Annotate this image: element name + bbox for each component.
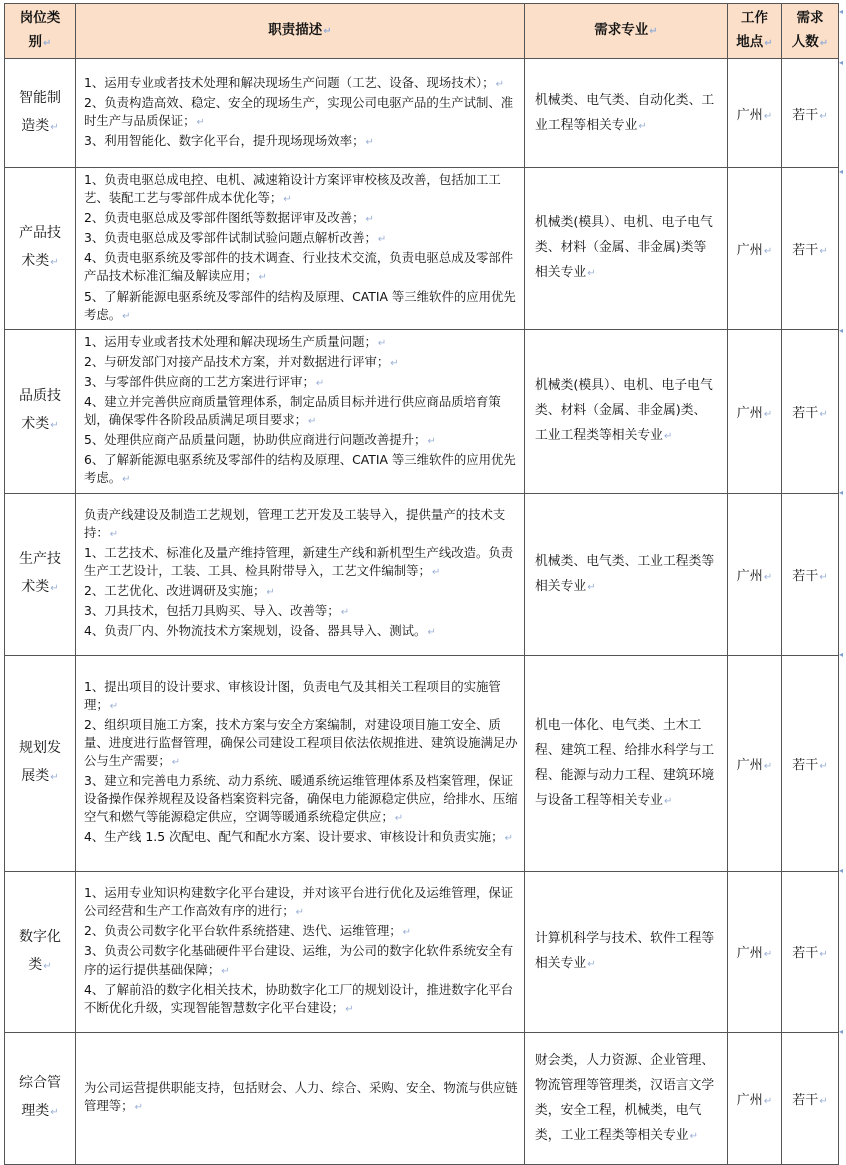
table-row xyxy=(5,493,839,655)
work-location: 广州 ↵ xyxy=(728,168,782,330)
headcount: 若干 ↵ xyxy=(782,168,839,330)
table-row xyxy=(5,655,839,871)
duty-item: 4、建立并完善供应商质量管理体系，制定品质目标并进行供应商品质培育策划，确保零件各阶段品质满足项目要求； ↵ xyxy=(84,393,518,431)
duty-item: 2、负责构造高效、稳定、安全的现场生产，实现公司电驱产品的生产试制、准时生产与品质保证； ↵ xyxy=(84,94,518,132)
headcount: 若干 ↵ xyxy=(782,655,839,871)
duty-description xyxy=(76,493,525,655)
headcount: 若干 ↵ xyxy=(782,329,839,493)
work-location: 广州 ↵ xyxy=(728,493,782,655)
work-location: 广州 ↵ xyxy=(728,871,782,1032)
duty-item: 3、利用智能化、数字化平台，提升现场现场效率； ↵ xyxy=(84,132,518,152)
table-row xyxy=(5,1032,839,1164)
work-location: 广州 ↵ xyxy=(728,329,782,493)
row-end-mark: ◂ xyxy=(839,326,844,335)
duty-item: 2、组织项目施工方案，技术方案与安全方案编制，对建设项目施工安全、质量、进度进行监督管理，确保公司建设工程项目依法依规推进、建筑设施满足办公与生产需要； ↵ xyxy=(84,716,518,772)
duty-item: 2、负责电驱总成及零部件图纸等数据评审及改善； ↵ xyxy=(84,209,518,229)
duty-item: 4、生产线 1.5 次配电、配气和配水方案、设计要求、审核设计和负责实施； ↵ xyxy=(84,828,518,848)
duty-item: 5、处理供应商产品质量问题，协助供应商进行问题改善提升； ↵ xyxy=(84,431,518,451)
position-category: 综合管 理类 ↵ xyxy=(5,1032,76,1164)
position-category: 生产技 术类 ↵ xyxy=(5,493,76,655)
duty-item: 2、工艺优化、改进调研及实施； ↵ xyxy=(84,582,518,602)
required-majors: 机械类、电气类、自动化类、工业工程等相关专业 ↵ xyxy=(525,59,728,168)
headcount: 若干 ↵ xyxy=(782,493,839,655)
position-category: 品质技 术类 ↵ xyxy=(5,329,76,493)
position-category: 数字化 类 ↵ xyxy=(5,871,76,1032)
headcount: 若干 ↵ xyxy=(782,1032,839,1164)
duty-item: 1、运用专业知识构建数字化平台建设，并对该平台进行优化及运维管理，保证公司经营和生产工作高效有序的进行； ↵ xyxy=(84,884,518,922)
duty-description xyxy=(76,168,525,330)
row-end-mark: ◂ xyxy=(839,488,844,497)
required-majors: 财会类，人力资源、企业管理、物流管理等管理类，汉语言文学类，安全工程，机械类，电气类，工业工程类等相关专业 ↵ xyxy=(525,1032,728,1164)
table-header-row xyxy=(5,4,839,59)
duty-item: 3、负责公司数字化基础硬件平台建设、运维，为公司的数字化软件系统安全有序的运行提供基础保障； ↵ xyxy=(84,942,518,980)
required-majors: 机电一体化、电气类、土木工程、建筑工程、给排水科学与工程、能源与动力工程、建筑环境与设备工程等相关专业 ↵ xyxy=(525,655,728,871)
table-body xyxy=(5,59,839,1165)
work-location: 广州 ↵ xyxy=(728,59,782,168)
duty-description xyxy=(76,59,525,168)
duty-item: 负责产线建设及制造工艺规划，管理工艺开发及工装导入，提供量产的技术支持： ↵ xyxy=(84,506,518,544)
table-row xyxy=(5,871,839,1032)
table-row xyxy=(5,329,839,493)
duty-item: 4、负责厂内、外物流技术方案规划，设备、器具导入、测试。 ↵ xyxy=(84,622,518,642)
row-end-mark: ◂ xyxy=(839,1027,844,1036)
duty-item: 5、了解新能源电驱系统及零部件的结构及原理、CATIA 等三维软件的应用优先考虑。 ↵ xyxy=(84,288,518,326)
header-location: 工作 地点 ↵ xyxy=(728,4,782,59)
row-end-mark: ◂ xyxy=(839,7,844,16)
headcount: 若干 ↵ xyxy=(782,871,839,1032)
required-majors: 计算机科学与技术、软件工程等相关专业 ↵ xyxy=(525,871,728,1032)
duty-item: 为公司运营提供职能支持，包括财会、人力、综合、采购、安全、物流与供应链管理等； ↵ xyxy=(84,1079,518,1117)
duty-description xyxy=(76,655,525,871)
table-row xyxy=(5,168,839,330)
duty-item: 3、负责电驱总成及零部件试制试验问题点解析改善； ↵ xyxy=(84,229,518,249)
row-end-mark: ◂ xyxy=(839,650,844,659)
work-location: 广州 ↵ xyxy=(728,655,782,871)
header-duties: 职责描述 ↵ xyxy=(76,4,525,59)
work-location: 广州 ↵ xyxy=(728,1032,782,1164)
duty-item: 4、了解前沿的数字化相关技术，协助数字化工厂的规划设计，推进数字化平台不断优化升级，实现智能智慧数字化平台建设； ↵ xyxy=(84,981,518,1019)
duty-item: 3、与零部件供应商的工艺方案进行评审； ↵ xyxy=(84,373,518,393)
required-majors: 机械类(模具）、电机、电子电气类、材料（金属、非金属)类等相关专业 ↵ xyxy=(525,168,728,330)
position-category: 智能制 造类 ↵ xyxy=(5,59,76,168)
duty-item: 6、了解新能源电驱系统及零部件的结构及原理、CATIA 等三维软件的应用优先考虑。 ↵ xyxy=(84,451,518,489)
row-end-mark: ◂ xyxy=(839,866,844,875)
duty-item: 1、提出项目的设计要求、审核设计图，负责电气及其相关工程项目的实施管理； ↵ xyxy=(84,678,518,716)
position-category: 规划发 展类 ↵ xyxy=(5,655,76,871)
duty-item: 2、负责公司数字化平台软件系统搭建、迭代、运维管理； ↵ xyxy=(84,922,518,942)
duty-item: 3、建立和完善电力系统、动力系统、暖通系统运维管理体系及档案管理，保证设备操作保养规程及设备档案资料完备，确保电力能源稳定供应，给排水、压缩空气和燃气等能源稳定供应，空调等暖通系统稳定供应； ↵ xyxy=(84,772,518,828)
required-majors: 机械类(模具）、电机、电子电气类、材料（金属、非金属)类、工业工程类等相关专业 ↵ xyxy=(525,329,728,493)
headcount: 若干 ↵ xyxy=(782,59,839,168)
job-requirements-table xyxy=(4,3,839,1165)
header-headcount: 需求 人数 ↵ xyxy=(782,4,839,59)
duty-description xyxy=(76,871,525,1032)
position-category: 产品技 术类 ↵ xyxy=(5,168,76,330)
duty-item: 2、与研发部门对接产品技术方案，并对数据进行评审； ↵ xyxy=(84,353,518,373)
duty-description xyxy=(76,329,525,493)
duty-item: 4、负责电驱系统及零部件的技术调查、行业技术交流，负责电驱总成及零部件产品技术标准汇编及解读应用； ↵ xyxy=(84,249,518,287)
duty-item: 3、刀具技术，包括刀具购买、导入、改善等； ↵ xyxy=(84,602,518,622)
header-position-type: 岗位类 别 ↵ xyxy=(5,4,76,59)
table-row xyxy=(5,59,839,168)
required-majors: 机械类、电气类、工业工程类等相关专业 ↵ xyxy=(525,493,728,655)
row-end-mark: ◂ xyxy=(839,58,844,67)
duty-item: 1、运用专业或者技术处理和解决现场生产质量问题； ↵ xyxy=(84,333,518,353)
row-end-mark: ◂ xyxy=(839,167,844,176)
duty-item: 1、负责电驱总成电控、电机、减速箱设计方案评审校核及改善，包括加工工艺、装配工艺与零部件成本优化等； ↵ xyxy=(84,171,518,209)
header-majors: 需求专业 ↵ xyxy=(525,4,728,59)
duty-item: 1、工艺技术、标准化及量产维持管理，新建生产线和新机型生产线改造。负责生产工艺设计，工装、工具、检具附带导入，工艺文件编制等； ↵ xyxy=(84,544,518,582)
duty-item: 1、运用专业或者技术处理和解决现场生产问题（工艺、设备、现场技术）； ↵ xyxy=(84,74,518,94)
duty-description xyxy=(76,1032,525,1164)
